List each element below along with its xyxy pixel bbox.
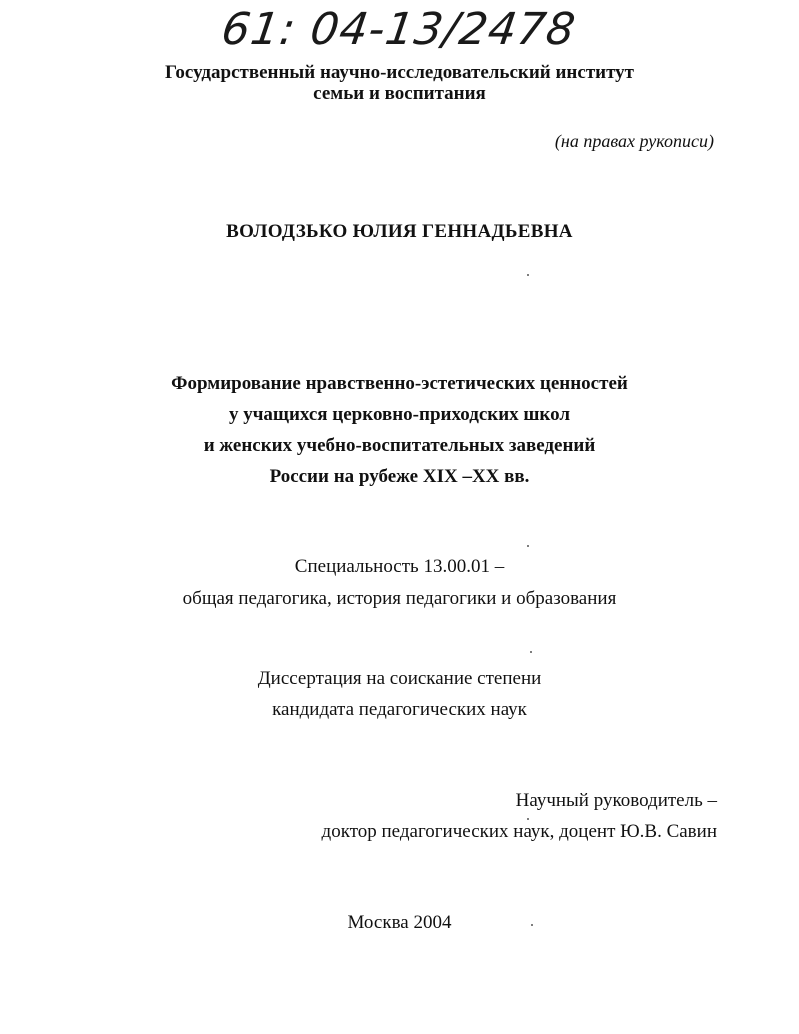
scan-speck: [531, 924, 533, 926]
institute-name-line2: семьи и воспитания: [313, 83, 486, 104]
handwritten-archive-number: 61: 04-13/2478: [218, 4, 580, 55]
author-name: ВОЛОДЗЬКО ЮЛИЯ ГЕННАДЬЕВНА: [226, 221, 573, 242]
degree-line2: кандидата педагогических наук: [272, 699, 527, 720]
city-year: Москва 2004: [347, 912, 452, 933]
scan-speck: [530, 651, 532, 653]
thesis-title-line2: у учащихся церковно-приходских школ: [228, 404, 571, 425]
specialty-line1: Специальность 13.00.01 –: [294, 556, 505, 577]
scan-speck: [527, 274, 529, 276]
supervisor-name: доктор педагогических наук, доцент Ю.В. Савин: [321, 821, 717, 842]
thesis-title-line4: России на рубеже XIX –XX вв.: [269, 466, 530, 487]
specialty-line2: общая педагогика, история педагогики и образования: [182, 588, 617, 609]
degree-line1: Диссертация на соискание степени: [257, 668, 542, 689]
scan-speck: [527, 818, 529, 820]
supervisor-label: Научный руководитель –: [515, 790, 717, 811]
scan-speck: [527, 545, 529, 547]
manuscript-rights-note: (на правах рукописи): [554, 131, 714, 151]
thesis-title-line3: и женских учебно-воспитательных заведений: [203, 435, 596, 456]
thesis-title-line1: Формирование нравственно-эстетических ценностей: [171, 373, 628, 394]
institute-name-line1: Государственный научно-исследовательский институт: [164, 62, 635, 83]
